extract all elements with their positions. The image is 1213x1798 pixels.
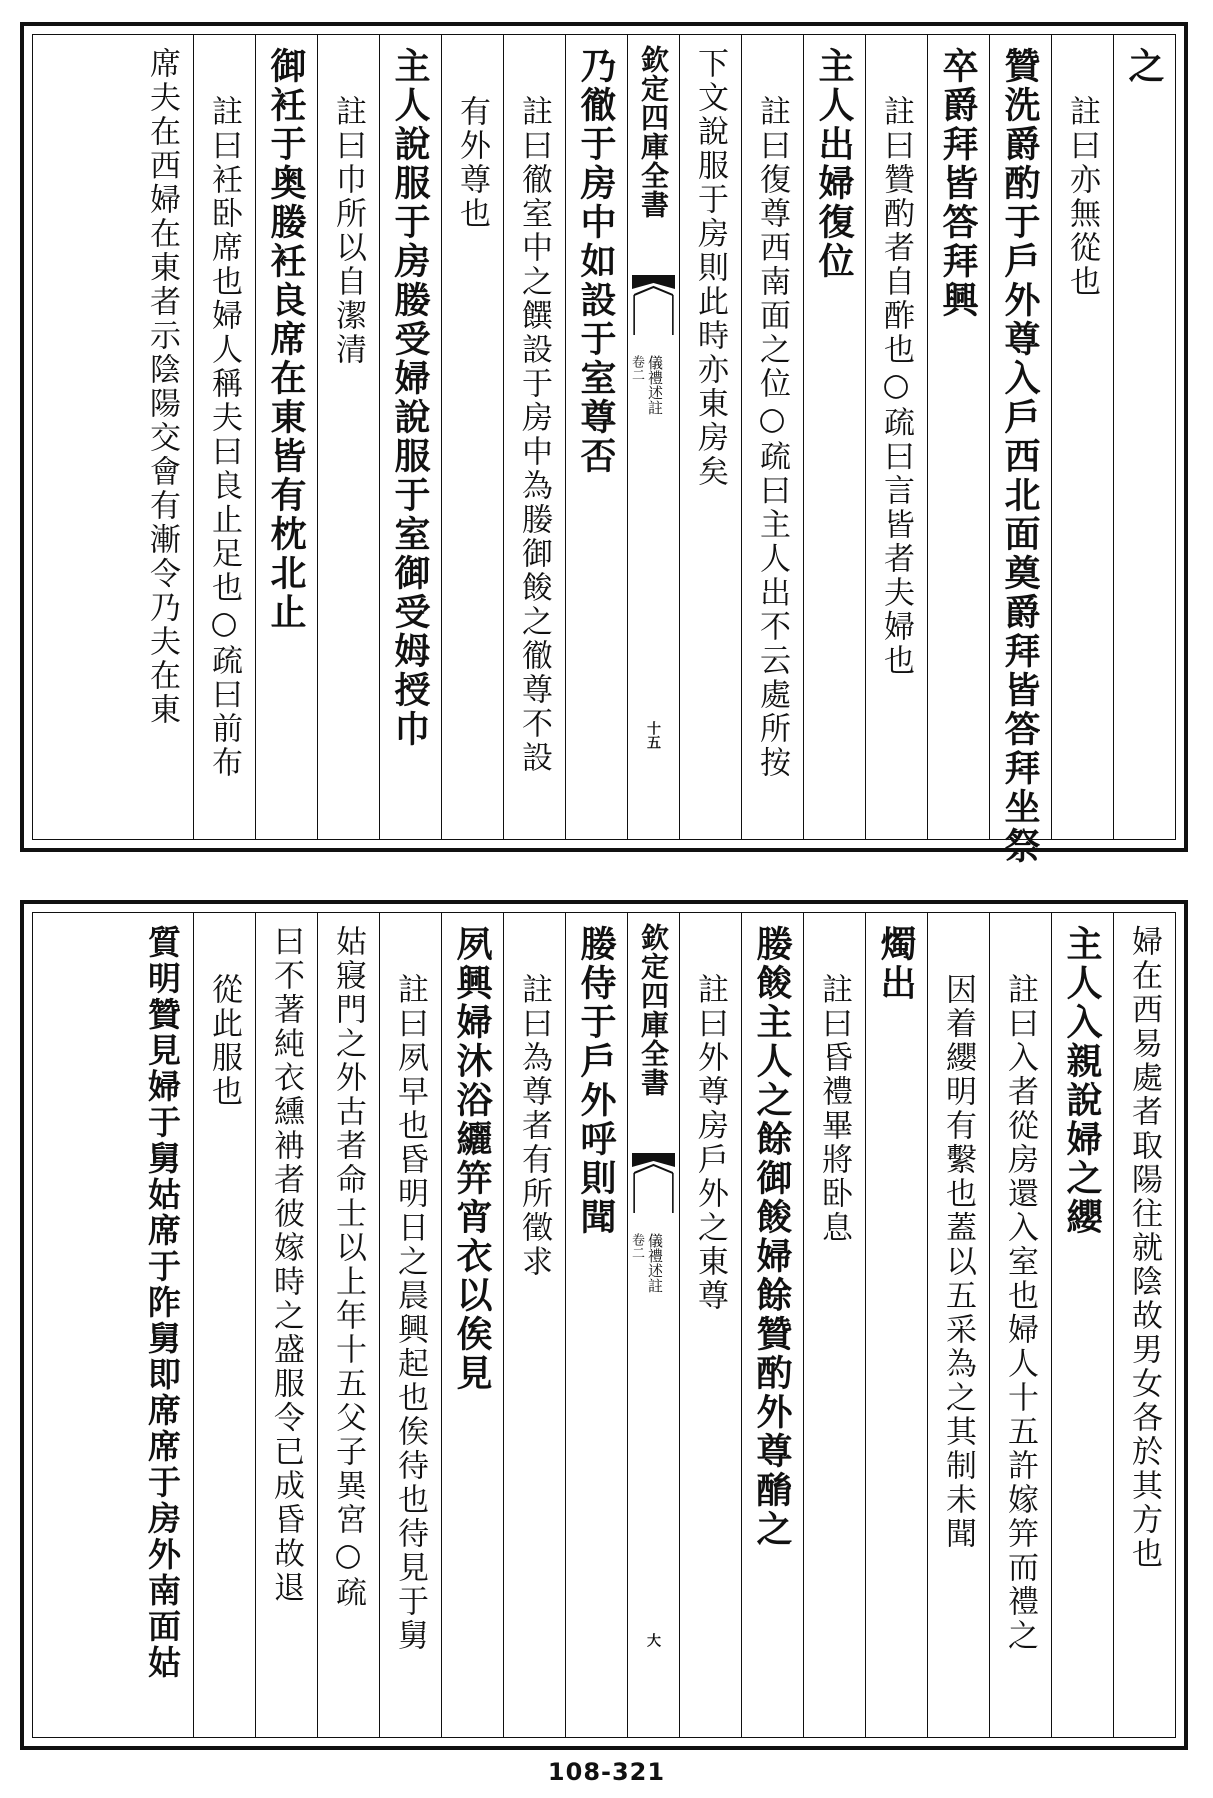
annotation-continuation: 席夫在西婦在東者示陰陽交會有漸令乃夫在東 [144, 47, 180, 727]
annotation-text: 註曰衽卧席也婦人稱夫曰良止足也○疏曰前布 [206, 95, 242, 780]
text-column [441, 35, 503, 839]
main-text: 卒爵拜皆答拜興 [937, 47, 979, 320]
main-text: 媵侍于戶外呼則聞 [575, 925, 617, 1237]
fish-tail-mark-icon [632, 275, 675, 335]
text-column [989, 913, 1051, 1737]
volume-label: 卷二 [629, 1233, 644, 1259]
text-column [193, 35, 255, 839]
annotation-text: 註曰巾所以自潔清 [330, 95, 366, 367]
text-column [741, 35, 803, 839]
volume-label: 卷二 [629, 355, 644, 381]
center-fold [627, 35, 679, 839]
main-text: 主人入親說婦之纓 [1061, 925, 1103, 1237]
page-number: 108-321 [547, 1758, 666, 1786]
main-text: 之 [1123, 47, 1165, 86]
text-column [803, 913, 865, 1737]
text-column [255, 913, 317, 1737]
text-column [1113, 913, 1175, 1737]
leaf-number: 十五 [645, 721, 661, 749]
text-column [865, 913, 927, 1737]
text-column [1113, 35, 1175, 839]
text-column [131, 913, 193, 1737]
annotation-text: 註曰亦無從也 [1064, 95, 1100, 299]
leaf-number: 大 [645, 1633, 661, 1647]
book-title: 儀禮述註 [646, 1233, 664, 1293]
center-fold [627, 913, 679, 1737]
main-text: 燭出 [875, 925, 917, 1003]
fish-tail-mark-icon [632, 1153, 675, 1213]
main-text: 主人說服于房媵受婦說服于室御受姆授巾 [389, 47, 431, 749]
bottom-page-columns [33, 913, 1175, 1737]
text-column [379, 913, 441, 1737]
top-page-frame [20, 22, 1188, 866]
annotation-text: 註曰復尊西南面之位○疏曰主人出不云處所按 [754, 95, 790, 780]
top-page-columns [33, 35, 1175, 866]
text-column [679, 35, 741, 839]
text-column [379, 35, 441, 839]
text-column [255, 35, 317, 839]
annotation-text: 註曰為尊者有所徵求 [516, 973, 552, 1279]
main-text: 乃徹于房中如設于室尊否 [575, 47, 617, 476]
main-text: 御衽于奥媵衽良席在東皆有枕北止 [265, 47, 307, 632]
main-text: 主人出婦復位 [813, 47, 855, 281]
annotation-text: 註曰夙早也昏明日之晨興起也俟待也待見于舅 [392, 973, 428, 1653]
annotation-continuation: 婦在西易處者取陽往就陰故男女各於其方也 [1126, 925, 1162, 1571]
text-column [1051, 35, 1113, 839]
annotation-continuation: 因着纓明有繫也蓋以五采為之其制未聞 [940, 973, 976, 1551]
main-text: 媵餕主人之餘御餕婦餘贊酌外尊酳之 [751, 925, 793, 1549]
book-title: 儀禮述註 [646, 355, 664, 415]
text-column [317, 913, 379, 1737]
text-column [927, 35, 989, 839]
text-column [865, 35, 927, 839]
annotation-text: 註曰外尊房戶外之東尊 [692, 973, 728, 1313]
text-column [503, 913, 565, 1737]
text-column [741, 913, 803, 1737]
annotation-text: 註曰入者從房還入室也婦人十五許嫁笄而禮之 [1002, 973, 1038, 1653]
library-title: 欽定四庫全書 [637, 923, 670, 1097]
main-text: 夙興婦沐浴纚笄宵衣以俟見 [451, 925, 493, 1393]
library-title: 欽定四庫全書 [637, 45, 670, 219]
text-column [1051, 913, 1113, 1737]
bottom-page-inner-frame [32, 912, 1176, 1738]
annotation-continuation: 曰不著純衣纁袡者彼嫁時之盛服令已成昏故退 [268, 925, 304, 1605]
text-column [989, 35, 1051, 866]
annotation-continuation: 姑寢門之外古者命士以上年十五父子異宮○疏 [330, 925, 366, 1610]
annotation-continuation: 從此服也 [206, 973, 242, 1109]
text-column [317, 35, 379, 839]
main-text: 質明贊見婦于舅姑席于阼舅即席席于房外南面姑 [143, 925, 182, 1681]
top-page-inner-frame [32, 34, 1176, 866]
text-column [679, 913, 741, 1737]
text-column [441, 913, 503, 1737]
text-column [503, 35, 565, 839]
text-column [927, 913, 989, 1737]
annotation-text: 註曰贊酌者自酢也○疏曰言皆者夫婦也 [878, 95, 914, 678]
main-text: 贊洗爵酌于戶外尊入戶西北面奠爵拜皆答拜坐祭 [999, 47, 1041, 866]
text-column [565, 35, 627, 839]
text-column [565, 913, 627, 1737]
text-column [193, 913, 255, 1737]
bottom-page-frame [20, 900, 1188, 1750]
annotation-continuation: 有外尊也 [454, 95, 490, 231]
annotation-text: 註曰昏禮畢將卧息 [816, 973, 852, 1245]
text-column [131, 35, 193, 839]
text-column [803, 35, 865, 839]
annotation-text: 註曰徹室中之饌設于房中為媵御餕之徹尊不設 [516, 95, 552, 775]
annotation-continuation: 下文說服于房則此時亦東房矣 [692, 47, 728, 489]
